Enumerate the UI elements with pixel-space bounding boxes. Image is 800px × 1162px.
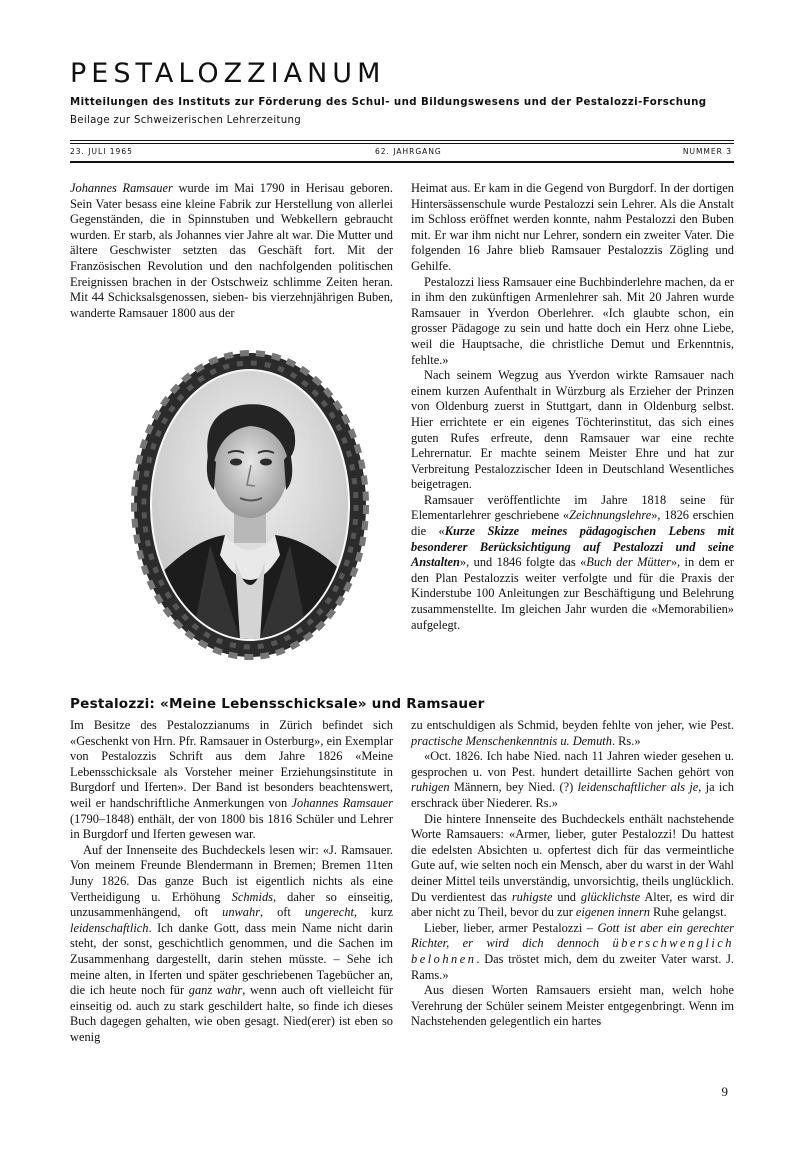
- article1-paragraph: Pestalozzi liess Ramsauer eine Buchbinderlehre machen, da er in ihm den zukünftigen Armenlehrer sah. Mit 20 Jahren wurde Ramsauer in Yverdon Oberlehrer. «Ich glaubte schon, ein grosser Pädagoge zu sein und hatte doch ein Herz ohne Liebe, weil die Hauptsache, die christliche Demut und Erkenntnis, fehlte.»: [411, 274, 734, 367]
- article2-heading: Pestalozzi: «Meine Lebensschicksale» und Ramsauer: [70, 696, 485, 712]
- article1-left-column: [70, 181, 393, 321]
- issue-date: 23. JULI 1965: [70, 147, 133, 156]
- article2-paragraph: «Oct. 1826. Ich habe Nied. nach 11 Jahren wieder gesehen u. gesprochen u. von Pest. hundert detaillirte Sachen gehört von ruhigen Männern, bey Nied. (?) leidenschaftlicher als je, ja ich erschrack über Niederer. Rs.»: [411, 749, 735, 810]
- article2-left-column: [70, 718, 393, 1045]
- article1-paragraph: Nach seinem Wegzug aus Yverdon wirkte Ramsauer nach einem kurzen Aufenthalt in Würzburg als Erzieher der Prinzen von Oldenburg zuerst in Stuttgart, dann in Oldenburg selbst. Hier errichtete er ein eigenes Töchterinstitut, das sich eines guten Rufes erfreute, denn Ramsauer war eine rechte Lehrernatur. Er machte seinem Meister Ehre und hat zur Verbreitung Pestalozzischer Ideen in Deutschland Wesentliches beigetragen.: [411, 368, 734, 492]
- article2-paragraph: Auf der Innenseite des Buchdeckels lesen wir: «J. Ramsauer. Von meinem Freunde Blendermann in Bremen; Bremen 11ten Juny 1826. Das ganze Buch ist eigentlich nichts als eine Vertheidigung u. Erhöhung Schmids, daher so einseitig, unzusammenhängend, oft unwahr, oft ungerecht, kurz leidenschaftlich. Ich danke Gott, dass mein Name nicht darin steht, der sonst, geschichtlich genommen, und die Sachen im Zusammenhang dargestellt, darin stehen müsste. – Sehe ich meine alten, in Iferten und später geschriebenen Tagebücher an, die ich heute noch für ganz wahr, wenn auch oft vielleicht für einseitig od. auch zu stark geschildert halte, so finde ich dieses Buch dagegen gehalten, wie oben gesagt. Nied(erer) ist eben so wenig: [70, 842, 393, 1044]
- masthead-supplement: Beilage zur Schweizerischen Lehrerzeitung: [70, 115, 302, 126]
- dateline: [70, 147, 734, 159]
- header-rule-top: [70, 140, 734, 141]
- article2-paragraph: Lieber, lieber, armer Pestalozzi – Gott ist aber ein gerechter Richter, er wird dich dennoch überschwenglich belohnen. Das tröstet mich, dem du zweiter Vater warst. J. Rams.»: [411, 920, 734, 982]
- article2-paragraph: Die hintere Innenseite des Buchdeckels enthält nachstehende Worte Ramsauers: «Armer, lieber, guter Pestalozzi! Du hattest die edelsten Absichten u. opfertest dich für das vermeintliche Gute auf, wie selten noch ein Mensch, aber du warst in der Wahl deiner Mittel teils unverständig, unvorsichtig, theils unglücklich. Du verdientest das ruhigste und glücklichste Alter, es wird dir aber nicht zu Theil, bevor du zur eigenen innern Ruhe gelangst.: [411, 811, 734, 920]
- issue-number: NUMMER 3: [682, 147, 732, 156]
- volume-label: 62. JAHRGANG: [375, 147, 442, 156]
- article2-right-column: [411, 718, 734, 1030]
- masthead-title: PESTALOZZIANUM: [70, 58, 386, 89]
- header-rule-top-2: [70, 143, 734, 144]
- article1-paragraph: Heimat aus. Er kam in die Gegend von Burgdorf. In der dortigen Hintersässenschule wurde Pestalozzi sein Lehrer. Als die Anstalt im Schloss eröffnet werden konnte, nahm Pestalozzi den Buben mit. Er war ihm nicht nur Lehrer, sondern ein zweiter Vater. Die folgenden 16 Jahre blieb Ramsauer Pestalozzis Zögling und Gehilfe.: [411, 181, 734, 273]
- portrait-image: [130, 350, 370, 660]
- article1-paragraph: Ramsauer veröffentlichte im Jahre 1818 seine für Elementarlehrer geschriebene «Zeichnungslehre», 1826 erschien die «Kurze Skizze meines pädagogischen Lebens mit besonderer Berücksichtigung auf Pestalozzi und seine Anstalten», und 1846 folgte das «Buch der Mütter», in dem er den Plan Pestalozzis weiter verfolgte und für die Praxis der Kinderstube 100 Anleitungen zur Beschäftigung und Belehrung zusammenstellte. Im gleichen Jahr wurden die «Memorabilien» aufgelegt.: [411, 492, 734, 632]
- person-name: Johannes Ramsauer: [70, 181, 173, 195]
- article2-paragraph: Im Besitze des Pestalozzianums in Zürich befindet sich «Geschenkt von Hrn. Pfr. Ramsauer in Osterburg», ein Exemplar von Pestalozzis Schrift aus dem Jahre 1826 «Meine Lebensschicksale als Vorsteher meiner Erziehungsinstitute in Burgdorf und Iferten». Der Band ist besonders beachtenswert, weil er handschriftliche Anmerkungen von Johannes Ramsauer (1790–1848) enthält, der von 1800 bis 1816 Schüler und Lehrer in Burgdorf und Iferten gewesen war.: [70, 718, 393, 842]
- masthead-subtitle: Mitteilungen des Instituts zur Förderung des Schul- und Bildungswesens und der Pestalozzi-Forschung: [70, 97, 707, 108]
- article1-right-column: [411, 181, 734, 633]
- article1-paragraph: Johannes Ramsauer wurde im Mai 1790 in Herisau geboren. Sein Vater besass eine kleine Fabrik zur Herstellung von allerlei Gegenständen, die in Spinnstuben und Webkellern gebraucht wurden. Er starb, als Johannes vier Jahre alt war. Die Mutter und ältere Geschwister setzten das Geschäft fort. Mit der Französischen Revolution und den nachfolgenden politischen Ereignissen brachen in der Ostschweiz schlimme Zeiten heran. Mit 44 Schicksalsgenossen, sieben- bis vierzehnjährigen Buben, wanderte Ramsauer 1800 aus der: [70, 181, 393, 320]
- article2-paragraph: Aus diesen Worten Ramsauers ersieht man, welch hohe Verehrung der Schüler seinem Meister entgegenbringt. Wenn im Nachstehenden gelegentlich ein hartes: [411, 983, 734, 1029]
- article2-paragraph: zu entschuldigen als Schmid, beyden fehlte von jeher, wie Pest. practische Menschenkenntnis u. Demuth. Rs.»: [411, 718, 734, 748]
- portrait-svg: [130, 350, 370, 660]
- page-number: 9: [721, 1084, 728, 1099]
- header-rule-bottom: [70, 161, 734, 163]
